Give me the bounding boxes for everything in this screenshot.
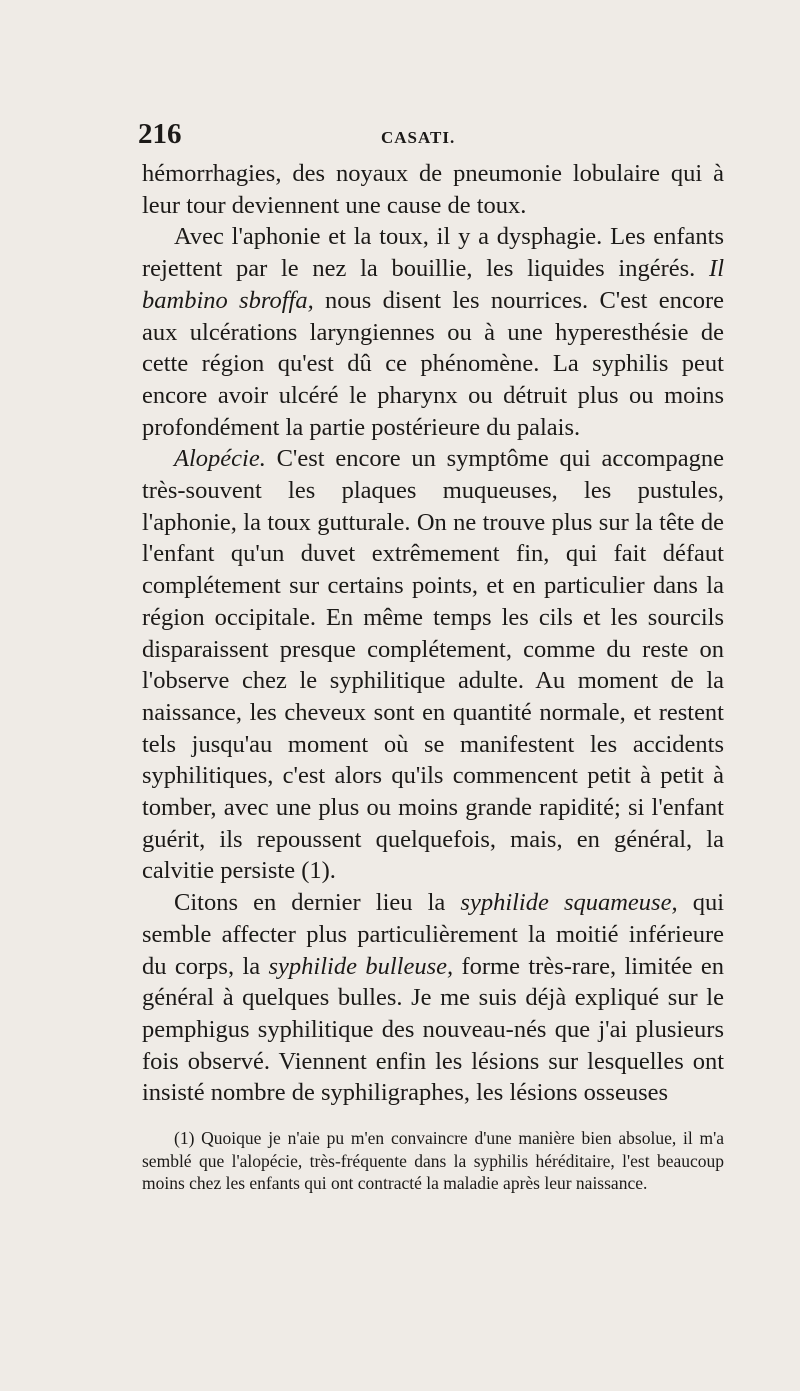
paragraph-1 bbox=[142, 158, 724, 221]
paragraph-4-italic-2: syphilide bulleuse, bbox=[268, 952, 454, 980]
paragraph-4-text-b: qui semble affecter plus particulièrement la moitié inférieure du corps, la bbox=[142, 889, 724, 980]
paragraph-2 bbox=[142, 221, 724, 443]
paragraph-2-text-a: Avec l'aphonie et la toux, il y a dysphagie. Les enfants rejettent par le nez la bouillie, les liquides ingérés. bbox=[142, 223, 724, 283]
paragraph-3-italic: Alopécie. bbox=[174, 445, 266, 473]
footnote-text: (1) Quoique je n'aie pu m'en convaincre d'une manière bien absolue, il m'a semblé que l'alopécie, très-fréquente dans la syphilis héréditaire, l'est beaucoup moins chez les enfants qui ont contracté la maladie après leur naissance. bbox=[142, 1128, 724, 1193]
page-header bbox=[138, 118, 728, 150]
paragraph-1-text: hémorrhagies, des noyaux de pneumonie lobulaire qui à leur tour deviennent une cause de toux. bbox=[142, 160, 724, 219]
paragraph-4-text-a: Citons en dernier lieu la bbox=[174, 889, 461, 917]
paragraph-3 bbox=[142, 443, 724, 887]
footnote bbox=[142, 1127, 724, 1195]
paragraph-4-text-c: forme très-rare, limitée en général à quelques bulles. Je me suis déjà expliqué sur le pemphigus syphilitique des nouveau-nés que j'ai plusieurs fois observé. Viennent enfin les lésions sur lesquelles ont insisté nombre de syphiligraphes, les lésions osseuses bbox=[142, 952, 724, 1107]
running-head: CASATI. bbox=[381, 128, 456, 147]
paragraph-4-italic-1: syphilide squameuse, bbox=[460, 889, 678, 917]
paragraph-3-text: C'est encore un symptôme qui accompagne très-souvent les plaques muqueuses, les pustules, l'aphonie, la toux gutturale. On ne trouve plus sur la tête de l'enfant qu'un duvet extrêmement fin, qui fait défaut complétement sur certains points, et en particulier dans la région occipitale. En même temps les cils et les sourcils disparaissent presque complétement, comme du reste on l'observe chez le syphilitique adulte. Au moment de la naissance, les cheveux sont en quantité normale, et restent tels jusqu'au moment où se manifestent les accidents syphilitiques, c'est alors qu'ils commencent petit à petit à tomber, avec une plus ou moins grande rapidité; si l'enfant guérit, ils repoussent quelquefois, mais, en général, la calvitie persiste (1). bbox=[142, 445, 724, 885]
paragraph-2-text-b: nous disent les nourrices. C'est encore aux ulcérations laryngiennes ou à une hyperesthésie de cette région qu'est dû ce phénomène. La syphilis peut encore avoir ulcéré le pharynx ou détruit plus ou moins profondément la partie postérieure du palais. bbox=[142, 286, 725, 441]
body-text bbox=[142, 158, 724, 1109]
paragraph-2-italic: Il bambino sbroffa, bbox=[142, 255, 724, 314]
paragraph-4 bbox=[142, 887, 724, 1109]
page-number: 216 bbox=[138, 118, 182, 150]
